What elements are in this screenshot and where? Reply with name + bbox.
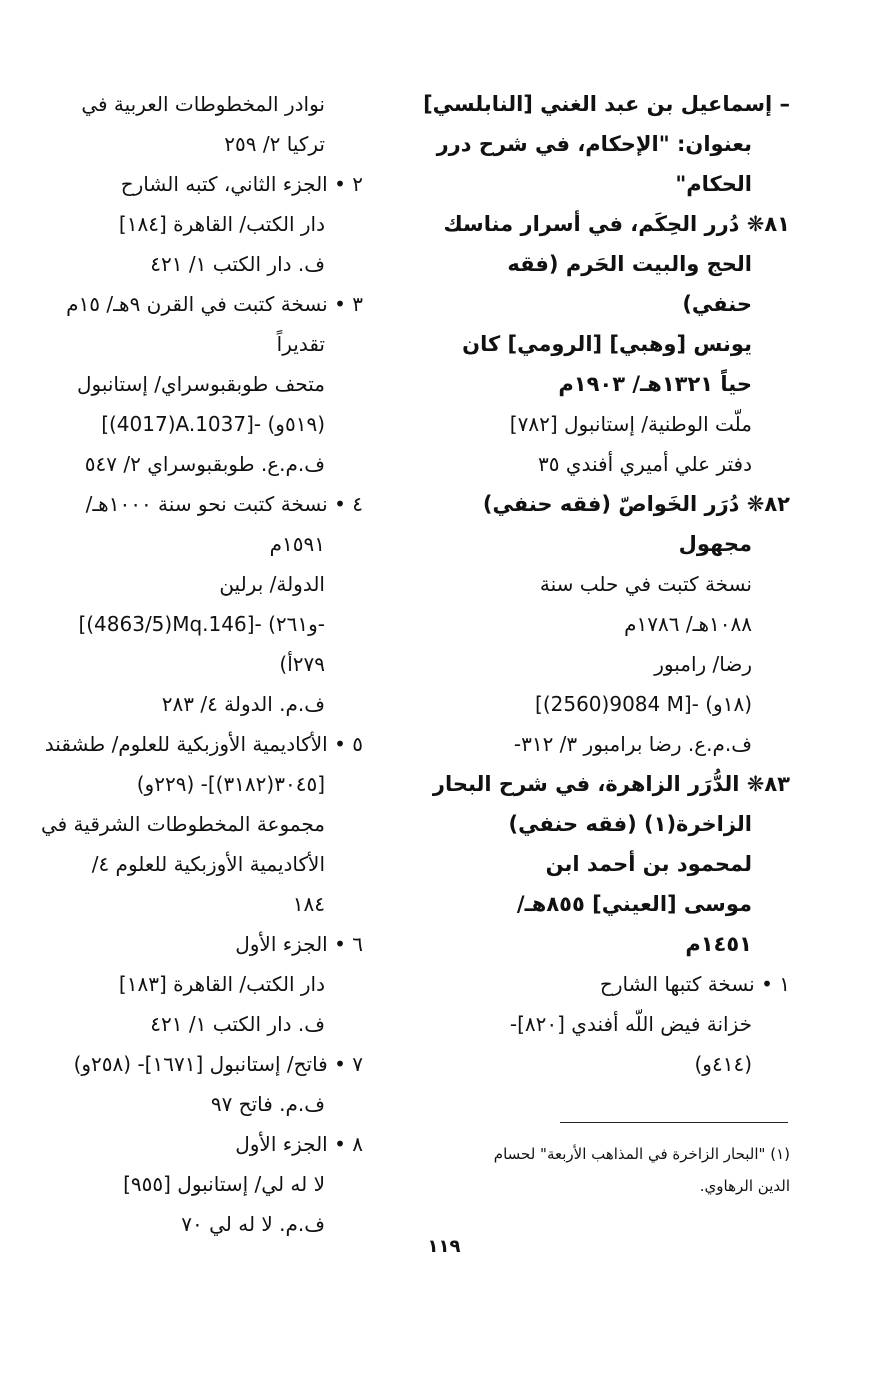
copy-item-line: ٤ • نسخة كتبت نحو سنة ١٠٠٠هـ/ [85,492,363,516]
entry-heading-82: ٨٢❋ دُرَر الخَواصّ (فقه حنفي) [482,492,790,516]
entry-heading-83: ٨٣❋ الدُّرَر الزاهرة، في شرح البحار [432,772,790,796]
copy-item-line: ٣ • نسخة كتبت في القرن ٩هـ/ ١٥م [66,292,363,316]
shelfmark-line: ٢٧٩أ) [279,652,325,676]
entry-author-line: مجهول [678,532,752,556]
copy-note-line: ١٥٩١م [269,532,325,556]
shelfmark-line: [(4863/5)Mq.146]- (و٢٦١- [78,612,325,636]
entry-author-line: موسى [العيني] ٨٥٥هـ/ [516,892,752,916]
library-line: خزانة فيض اللّه أفندي [٨٢٠]- [509,1012,752,1036]
copy-item-line: ٢ • الجزء الثاني، كتبه الشارح [120,172,363,196]
right-column [423,84,790,1084]
entry-author-line: لمحمود بن أحمد ابن [545,852,752,876]
reference-line: نوادر المخطوطات العربية في [81,92,325,116]
author-line: – إسماعيل بن عبد الغني [النابلسي] [423,92,790,116]
entry-title-line: الحج والبيت الحَرم (فقه [507,252,752,276]
shelfmark-line: [(2560)9084 M]- (١٨و) [535,692,752,716]
reference-line: مجموعة المخطوطات الشرقية في [40,812,325,836]
page-number: ١١٩ [427,1236,461,1257]
entry-title-line: حنفي) [682,292,752,316]
copy-item-line: ١ • نسخة كتبها الشارح [599,972,790,996]
copy-item-line: ٨ • الجزء الأول [235,1132,363,1156]
reference-line: ف. دار الكتب ١/ ٤٢١ [150,252,325,276]
copy-item-line: ٦ • الجزء الأول [235,932,363,956]
library-line: لا له لي/ إستانبول [٩٥٥] [123,1172,325,1196]
reference-line: ف.م.ع. طوبقبوسراي ٢/ ٥٤٧ [84,452,325,476]
reference-line: ف.م. الدولة ٤/ ٢٨٣ [161,692,325,716]
library-line: دار الكتب/ القاهرة [١٨٣] [118,972,325,996]
library-line: رضا/ رامبور [654,652,752,676]
reference-line: ١٨٤ [292,892,325,916]
library-line: متحف طوبقبوسراي/ إستانبول [76,372,325,396]
copy-note-line: تقديراً [276,332,325,356]
entry-title-line: الزاخرة(١) (فقه حنفي) [508,812,752,836]
entry-author-line: ١٤٥١م [685,932,752,956]
title-line: بعنوان: "الإحكام، في شرح درر [436,132,752,156]
shelfmark-line: (٤١٤و) [694,1052,752,1076]
copy-item-line: ٧ • فاتح/ إستانبول [١٦٧١]- (٢٥٨و) [73,1052,363,1076]
copy-note-line: نسخة كتبت في حلب سنة [539,572,752,596]
copy-note-line: ١٠٨٨هـ/ ١٧٨٦م [624,612,752,636]
shelfmark-line: [(4017)A.1037]- (٥١٩و) [101,412,325,436]
reference-line: الأكاديمية الأوزبكية للعلوم ٤/ [91,852,325,876]
entry-heading-81: ٨١❋ دُرر الحِكَم، في أسرار مناسك [443,212,790,236]
entry-author-line: يونس [وهبي] [الرومي] كان [462,332,752,356]
reference-line: ف.م.ع. رضا برامبور ٣/ ٣١٢- [513,732,752,756]
footnote-line: (١) "البحار الزاخرة في المذاهب الأربعة" لحسام [493,1145,790,1163]
reference-line: تركيا ٢/ ٢٥٩ [224,132,325,156]
reference-line: ف. دار الكتب ١/ ٤٢١ [150,1012,325,1036]
library-line: ملّت الوطنية/ إستانبول [٧٨٢] [509,412,752,436]
library-line: الدولة/ برلين [219,572,325,596]
copy-item-line: ٥ • الأكاديمية الأوزبكية للعلوم/ طشقند [44,732,363,756]
footnote-divider [560,1122,788,1123]
left-column [40,84,363,1244]
shelfmark-line: [٣٠٤٥(٣١٨٢)]- (٢٢٩و) [136,772,325,796]
title-line: الحكام" [675,172,752,196]
reference-line: ف.م. فاتح ٩٧ [210,1092,325,1116]
footnote-line: الدين الرهاوي. [699,1177,790,1195]
library-line: دار الكتب/ القاهرة [١٨٤] [118,212,325,236]
footnote [450,1138,790,1202]
entry-author-line: حياً ١٣٢١هـ/ ١٩٠٣م [558,372,752,396]
reference-line: دفتر علي أميري أفندي ٣٥ [538,452,752,476]
reference-line: ف.م. لا له لي ٧٠ [181,1212,325,1236]
